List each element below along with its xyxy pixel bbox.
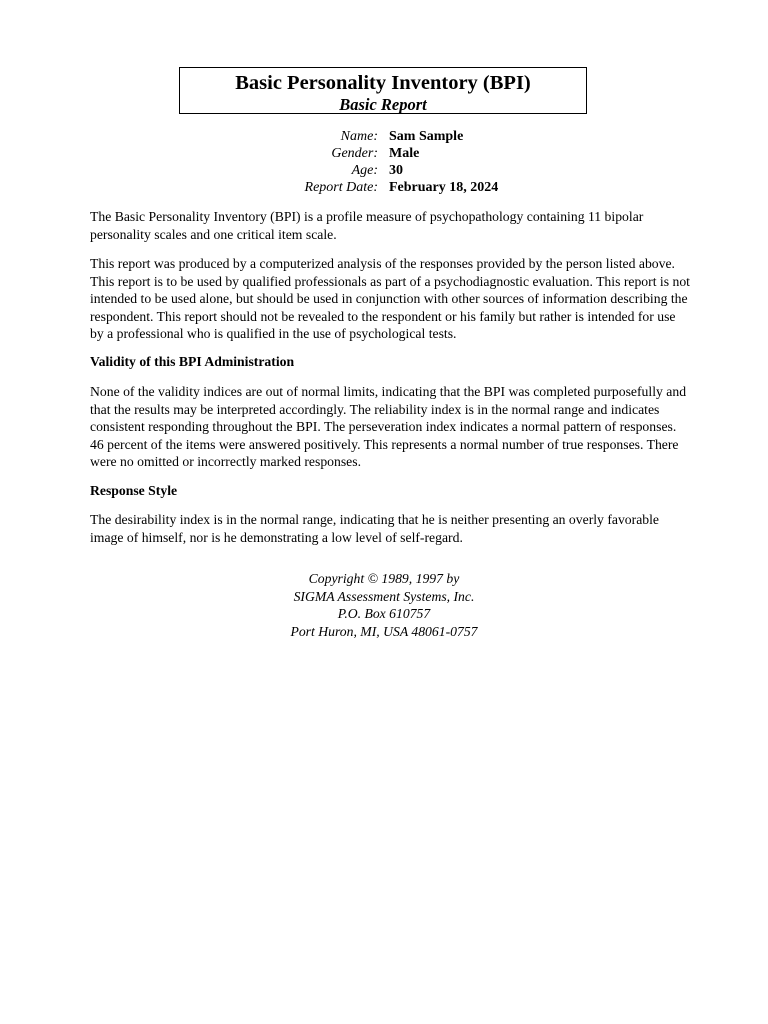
info-row-gender (240, 145, 600, 162)
info-row-name (240, 128, 600, 145)
info-label: Name: (340, 129, 378, 144)
disclaimer-paragraph: This report was produced by a computerized analysis of the responses provided by the person listed above. This report is to be used by qualified professionals as part of a psychodiagnostic evaluation. This report is not intended to be used alone, but should be used in conjunction with other sources of information describing the respondent. This report should not be revealed to the respondent or his family but rather is intended for use by a professional who is qualified in the use of psychological tests. (90, 256, 690, 341)
info-value: Male (389, 146, 420, 161)
report-title-box (179, 67, 587, 114)
report-title: Basic Personality Inventory (BPI) (235, 72, 531, 94)
info-row-report-date (240, 179, 600, 196)
company-name: SIGMA Assessment Systems, Inc. (293, 588, 475, 604)
info-label: Gender: (331, 146, 378, 161)
info-value: February 18, 2024 (389, 180, 499, 195)
info-value: Sam Sample (389, 129, 464, 144)
response-style-paragraph: The desirability index is in the normal range, indicating that he is neither presenting an overly favorable image of himself, nor is he demonstrating a low level of self-regard. (90, 512, 659, 545)
address-line: Port Huron, MI, USA 48061-0757 (290, 623, 478, 639)
validity-heading: Validity of this BPI Administration (90, 354, 295, 369)
info-label: Age: (351, 163, 378, 178)
info-label: Report Date: (304, 180, 378, 195)
info-value: 30 (389, 163, 403, 178)
copyright-notice (0, 570, 768, 640)
validity-paragraph: None of the validity indices are out of normal limits, indicating that the BPI was completed purposefully and that the results may be interpreted accordingly. The reliability index is in the normal range and indicates consistent responding throughout the BPI. The perseveration index indicates a normal pattern of responses. 46 percent of the items were answered positively. This represents a normal number of true responses. There were no omitted or incorrectly marked responses. (90, 384, 687, 469)
info-row-age (240, 162, 600, 179)
respondent-info (240, 128, 600, 196)
response-style-heading: Response Style (90, 483, 178, 498)
report-subtitle: Basic Report (339, 95, 427, 114)
intro-paragraph: The Basic Personality Inventory (BPI) is a profile measure of psychopathology containing 11 bipolar personality scales and one critical item scale. (90, 209, 644, 242)
copyright-line: Copyright © 1989, 1997 by (308, 571, 460, 586)
po-box: P.O. Box 610757 (337, 606, 431, 621)
